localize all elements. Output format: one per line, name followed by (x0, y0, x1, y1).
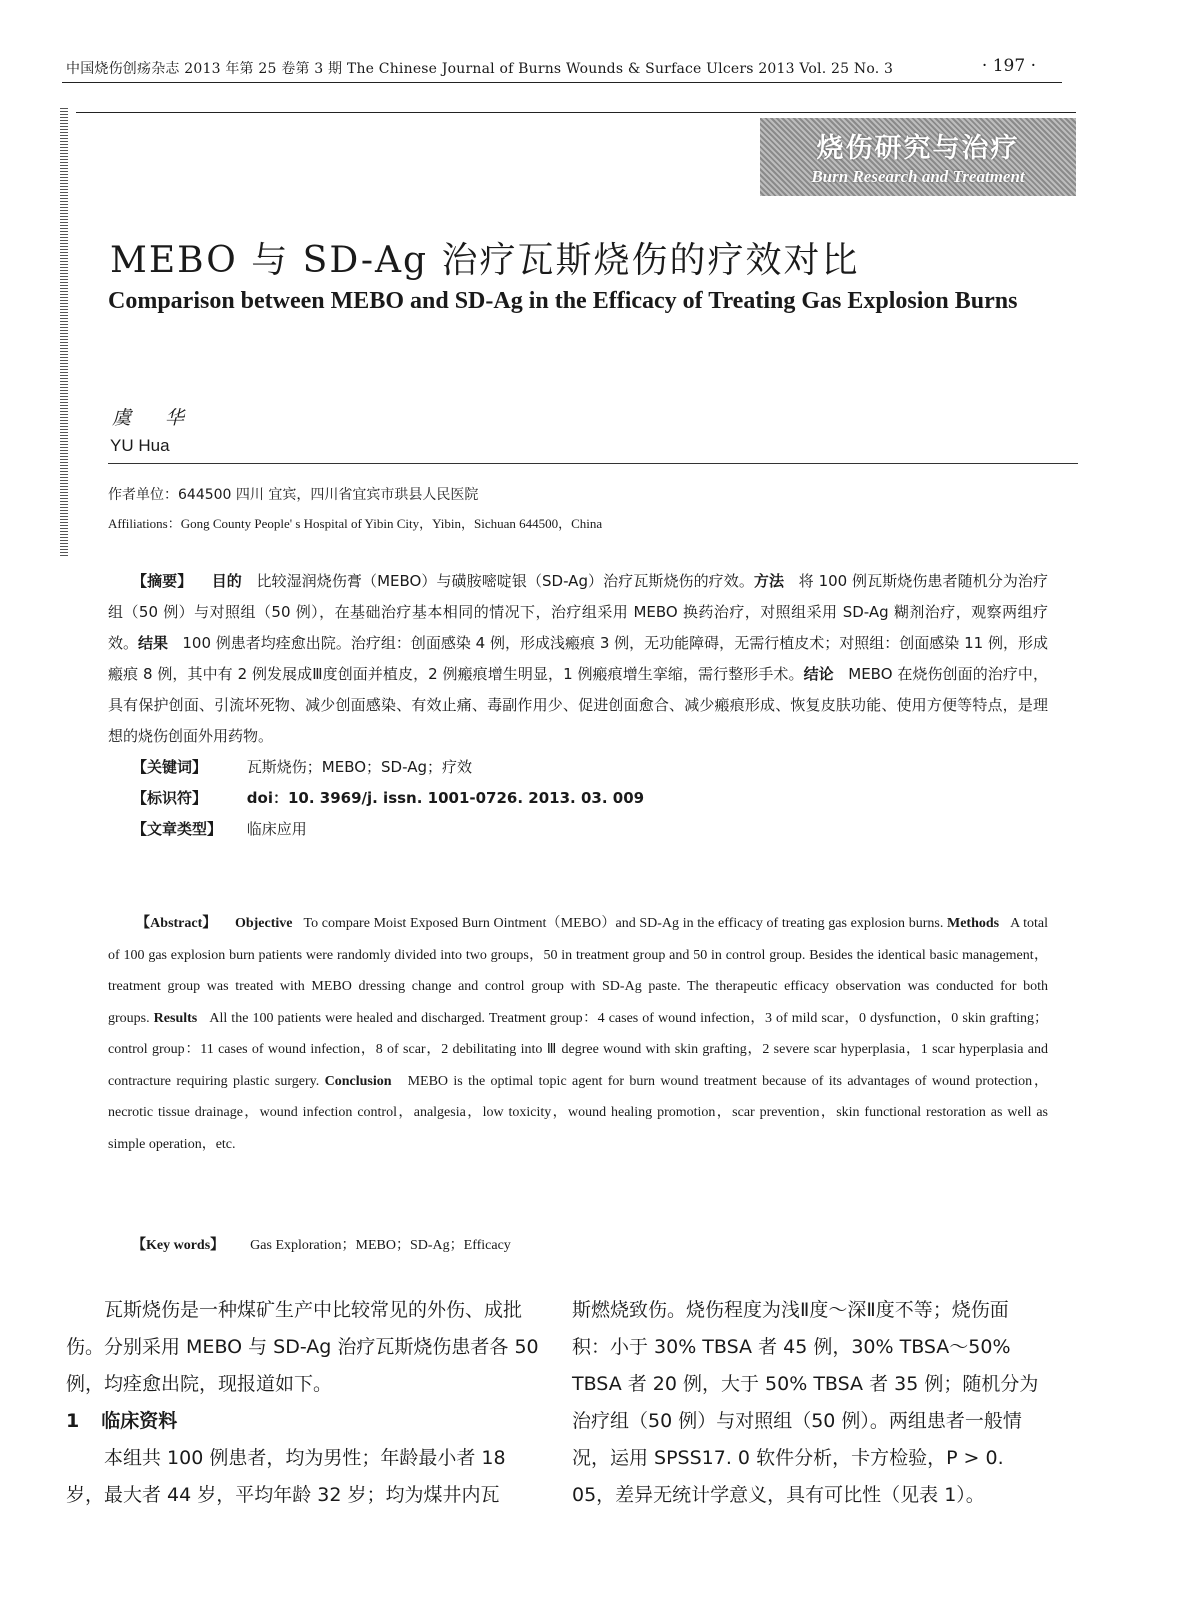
keywords-zh: 瓦斯烧伤；MEBO；SD-Ag；疗效 (246, 758, 472, 776)
author-zh: 虞 华 (112, 407, 199, 429)
keywords-zh-line (108, 752, 1048, 783)
affiliation-en: Affiliations：Gong County People' s Hospital of Yibin City，Yibin，Sichuan 644500，China (108, 516, 603, 531)
title-en: Comparison between MEBO and SD-Ag in the Efficacy of Treating Gas Explosion Burns (108, 288, 1018, 314)
clinical-data-paragraph-part1: 本组共 100 例患者，均为男性；年龄最小者 18 岁，最大者 44 岁，平均年龄 32 岁；均为煤井内瓦 (66, 1447, 506, 1506)
author-en: YU Hua (110, 436, 170, 455)
abstract-en-objective: To compare Moist Exposed Burn Ointment（MEBO）and SD-Ag in the efficacy of treating gas explosion burns. (303, 916, 944, 931)
abstract-zh-body (108, 566, 1048, 752)
abstract-en-conclusion: MEBO is the optimal topic agent for burn wound treatment because of its advantages of wound protection，necrotic tissue drainage，wound infection control，analgesia，low toxicity，wound healing promotion，scar prevention，skin functional restoration as well as simple operation，etc. (108, 1073, 1048, 1152)
abstract-zh (108, 566, 1048, 845)
abstract-en-results: All the 100 patients were healed and discharged. Treatment group：4 cases of wound infection，3 of mild scar，0 dysfunction，0 skin grafting；control group：11 cases of wound infection，8 of scar，2 debilitating into Ⅲ degree wound with skin grafting，2 severe scar hyperplasia，1 scar hyperplasia and contracture requiring plastic surgery. (108, 1010, 1049, 1089)
identifier-label: 【标识符】 (132, 789, 208, 807)
abstract-zh-objective: 比较湿润烧伤膏（MEBO）与磺胺嘧啶银（SD-Ag）治疗瓦斯烧伤的疗效。 (256, 572, 754, 590)
abstract-en-objective-label: Objective (234, 916, 293, 931)
identifier-line (108, 783, 1048, 814)
section-title: 临床资料 (101, 1410, 178, 1432)
affiliation-zh: 作者单位：644500 四川 宜宾，四川省宜宾市珙县人民医院 (108, 487, 479, 503)
abstract-en-methods-label: Methods (947, 916, 1000, 931)
section-rule (76, 112, 1076, 113)
section-number: 1 (66, 1410, 80, 1432)
abstract-en (108, 908, 1048, 1160)
body-column-left (66, 1292, 542, 1514)
abstract-en-label: 【Abstract】 (136, 916, 217, 931)
affiliation-rule (108, 463, 1078, 464)
keywords-en-line (132, 1234, 511, 1254)
article-type: 临床应用 (246, 820, 307, 838)
intro-paragraph: 瓦斯烧伤是一种煤矿生产中比较常见的外伤、成批伤。分别采用 MEBO 与 SD-Ag 治疗瓦斯烧伤患者各 50 例，均痊愈出院，现报道如下。 (66, 1299, 539, 1395)
keywords-zh-label: 【关键词】 (132, 758, 208, 776)
journal-header: 中国烧伤创疡杂志 2013 年第 25 卷第 3 期 The Chinese Journal of Burns Wounds & Surface Ulcers 2013 Vol. 25 No. 3 (66, 61, 894, 77)
keywords-en: Gas Exploration；MEBO；SD-Ag；Efficacy (250, 1238, 511, 1253)
clinical-data-paragraph-part2: 斯燃烧致伤。烧伤程度为浅Ⅱ度～深Ⅱ度不等；烧伤面积：小于 30% TBSA 者 45 例，30% TBSA～50% TBSA 者 20 例，大于 50% TBSA 者 35 例；随机分为治疗组（50 例）与对照组（50 例）。两组患者一般情况，运用 SPSS17. 0 软件分析，卡方检验，P > 0. 05，差异无统计学意义，具有可比性（见表 1）。 (572, 1299, 1039, 1506)
section-banner-en: Burn Research and Treatment (811, 167, 1025, 186)
article-type-label: 【文章类型】 (132, 820, 223, 838)
abstract-zh-objective-label: 目的 (211, 572, 242, 590)
body-column-right (572, 1292, 1044, 1514)
page-number: · 197 · (981, 56, 1036, 76)
section-heading-1 (66, 1403, 542, 1440)
abstract-zh-methods-label: 方法 (753, 572, 785, 590)
article-type-line (108, 814, 1048, 845)
abstract-en-results-label: Results (153, 1010, 198, 1026)
abstract-zh-methods: 将 100 例瓦斯烧伤患者随机分为治疗组（50 例）与对照组（50 例），在基础治疗基本相同的情况下，治疗组采用 MEBO 换药治疗，对照组采用 SD-Ag 糊剂治疗，观察两组疗效。 (108, 572, 1048, 652)
abstract-zh-conclusion-label: 结论 (803, 665, 834, 683)
margin-barcode-strip (60, 108, 68, 556)
abstract-en-conclusion-label: Conclusion (324, 1073, 392, 1089)
abstract-zh-conclusion: MEBO 在烧伤创面的治疗中，具有保护创面、引流坏死物、减少创面感染、有效止痛、毒副作用少、促进创面愈合、减少瘢痕形成、恢复皮肤功能、使用方便等特点，是理想的烧伤创面外用药物。 (108, 665, 1048, 745)
abstract-zh-results: 100 例患者均痊愈出院。治疗组：创面感染 4 例，形成浅瘢痕 3 例，无功能障碍，无需行植皮术；对照组：创面感染 11 例，形成瘢痕 8 例，其中有 2 例发展成Ⅲ度创面并植皮，2 例瘢痕增生明显，1 例瘢痕增生挛缩，需行整形手术。 (108, 634, 1048, 683)
abstract-zh-label: 【摘要】 (132, 572, 193, 590)
abstract-zh-results-label: 结果 (138, 634, 169, 652)
title-zh: MEBO 与 SD-Ag 治疗瓦斯烧伤的疗效对比 (110, 240, 860, 281)
doi-identifier: doi：10. 3969/j. issn. 1001-0726. 2013. 03. 009 (246, 789, 645, 807)
header-rule (62, 82, 1062, 83)
abstract-en-methods: A total of 100 gas explosion burn patients were randomly divided into two groups，50 in treatment group and 50 in control group. Besides the identical basic management，treatment group was treated with MEBO dressing change and control group with SD-Ag paste. The therapeutic efficacy observation was conducted for both groups. (108, 916, 1049, 1026)
section-banner-zh: 烧伤研究与治疗 (816, 133, 1020, 164)
keywords-en-label: 【Key words】 (132, 1238, 225, 1253)
section-banner (760, 118, 1076, 196)
